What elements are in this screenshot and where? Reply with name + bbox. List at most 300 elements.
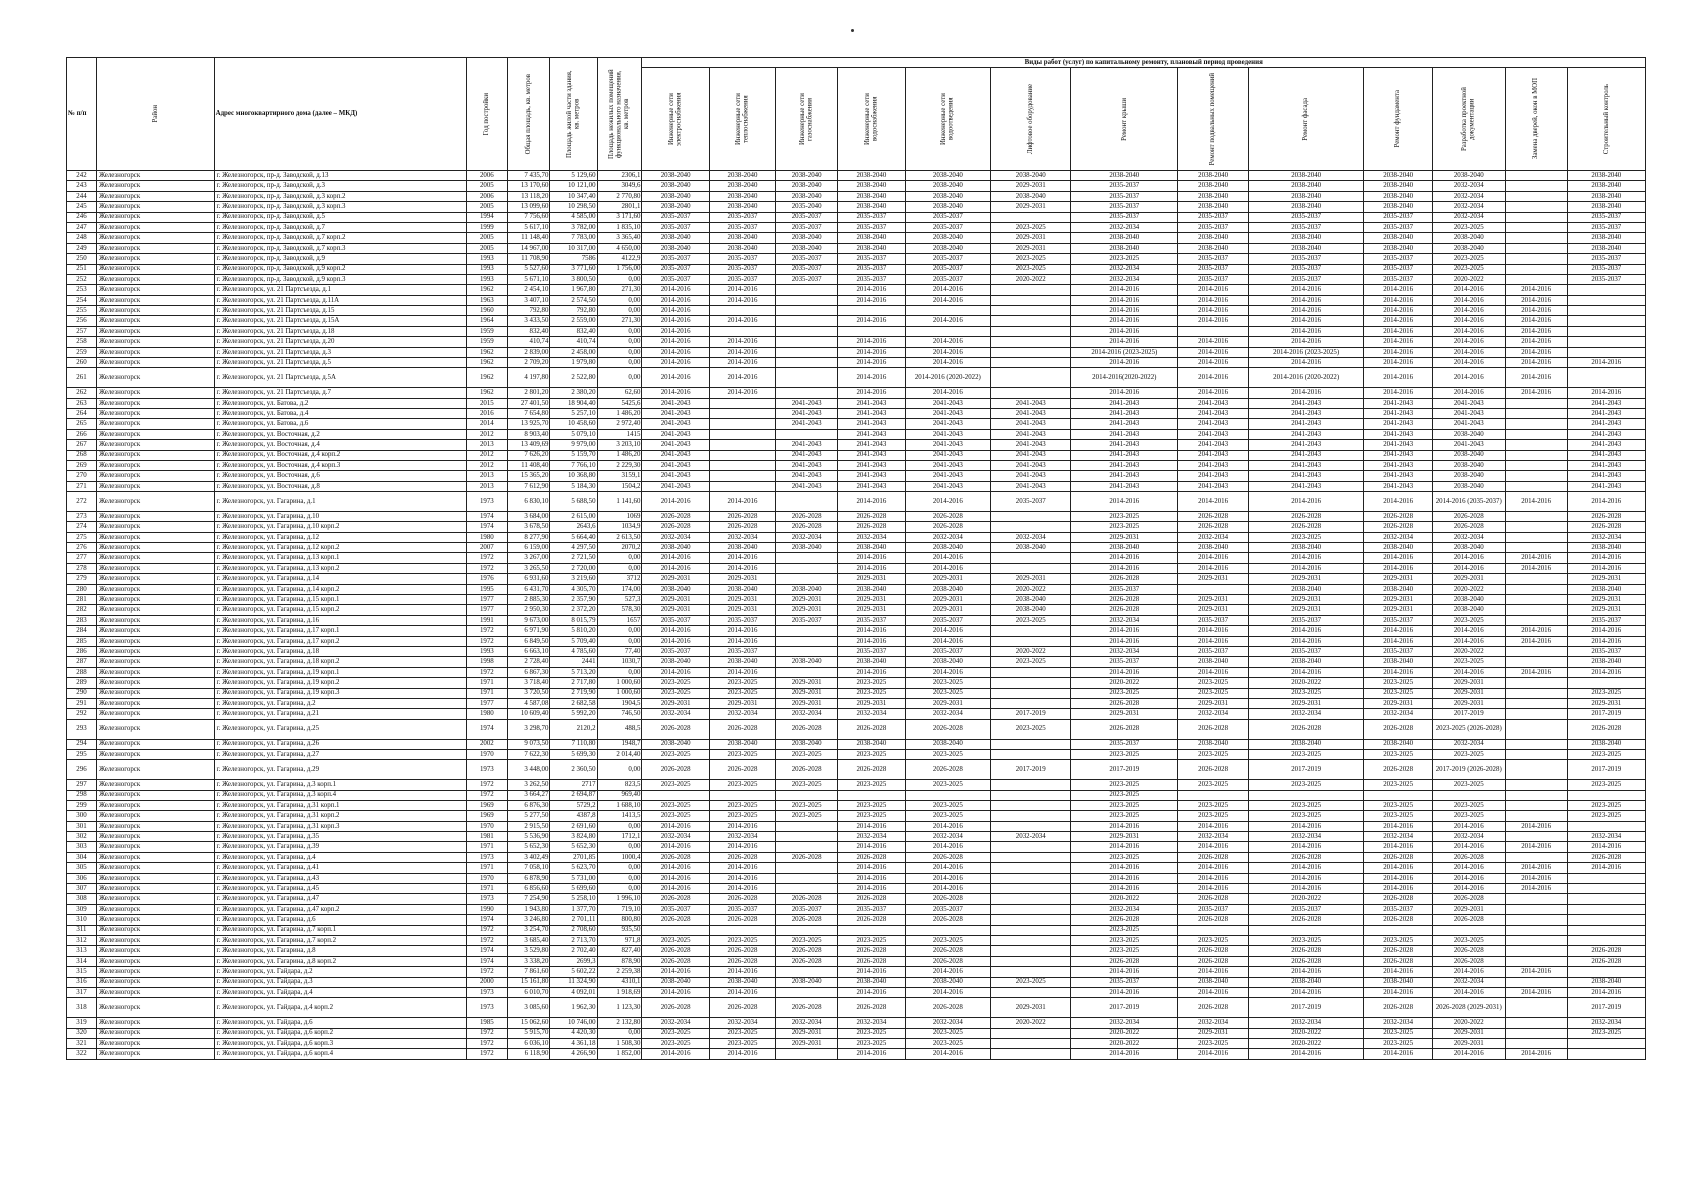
cell-work-roof: 2023-2025 bbox=[1071, 790, 1178, 800]
cell-year-built: 2013 bbox=[467, 471, 508, 481]
cell-year-built: 1970 bbox=[467, 749, 508, 759]
cell-year-built: 2000 bbox=[467, 977, 508, 987]
cell-work-sewage bbox=[905, 306, 991, 316]
cell-work-water: 2041-2043 bbox=[838, 460, 905, 470]
cell-work-elevator bbox=[991, 295, 1071, 305]
cell-work-electric bbox=[642, 925, 709, 935]
cell-living-area: 2701,85 bbox=[550, 852, 597, 862]
cell-work-facade: 2026-2028 bbox=[1248, 522, 1364, 532]
cell-work-supervision bbox=[1567, 884, 1645, 894]
cell-nonres-area: 1 996,10 bbox=[597, 894, 642, 904]
header-work-type-label: Ремонт фасада bbox=[1302, 97, 1310, 141]
cell-work-roof: 2014-2016 bbox=[1071, 967, 1178, 977]
cell-work-electric: 2041-2043 bbox=[642, 398, 709, 408]
cell-work-foundation: 2026-2028 bbox=[1364, 852, 1432, 862]
cell-work-basement: 2035-2037 bbox=[1178, 222, 1249, 232]
cell-year-built: 1977 bbox=[467, 698, 508, 708]
cell-work-supervision: 2023-2025 bbox=[1567, 800, 1645, 810]
cell-nonres-area: 2 972,40 bbox=[597, 419, 642, 429]
cell-work-basement: 2035-2037 bbox=[1178, 254, 1249, 264]
cell-work-design-docs: 2026-2028 bbox=[1432, 894, 1505, 904]
cell-work-electric: 2035-2037 bbox=[642, 647, 709, 657]
cell-work-roof: 2035-2037 bbox=[1071, 739, 1178, 749]
cell-work-facade: 2014-2016 bbox=[1248, 492, 1364, 512]
cell-work-roof: 2020-2022 bbox=[1071, 894, 1178, 904]
cell-work-foundation: 2014-2016 bbox=[1364, 863, 1432, 873]
cell-work-basement: 2014-2016 bbox=[1178, 967, 1249, 977]
cell-row-number: 296 bbox=[67, 760, 97, 780]
cell-nonres-area: 0,00 bbox=[597, 347, 642, 357]
cell-work-supervision: 2023-2025 bbox=[1567, 1028, 1645, 1038]
cell-address: г. Железногорск, ул. Гагарина, д.29 bbox=[214, 760, 466, 780]
cell-work-doors-windows bbox=[1505, 181, 1567, 191]
cell-work-roof: 2029-2031 bbox=[1071, 832, 1178, 842]
cell-work-roof: 2035-2037 bbox=[1071, 977, 1178, 987]
cell-nonres-area: 0,00 bbox=[597, 295, 642, 305]
cell-work-foundation: 2014-2016 bbox=[1364, 987, 1432, 997]
cell-work-supervision: 2041-2043 bbox=[1567, 481, 1645, 491]
header-work-type bbox=[1248, 68, 1364, 171]
cell-nonres-area: 2 229,30 bbox=[597, 460, 642, 470]
cell-work-design-docs: 2014-2016 bbox=[1432, 368, 1505, 388]
cell-work-supervision: 2038-2040 bbox=[1567, 977, 1645, 987]
cell-work-water: 2038-2040 bbox=[838, 171, 905, 181]
cell-district: Железногорск bbox=[96, 574, 214, 584]
cell-row-number: 262 bbox=[67, 388, 97, 398]
cell-work-gas: 2035-2037 bbox=[776, 264, 838, 274]
cell-work-doors-windows bbox=[1505, 925, 1567, 935]
cell-work-basement: 2023-2025 bbox=[1178, 800, 1249, 810]
cell-work-basement: 2023-2025 bbox=[1178, 935, 1249, 945]
cell-address: г. Железногорск, ул. Гагарина, д.15 корп.1 bbox=[214, 595, 466, 605]
cell-year-built: 1962 bbox=[467, 285, 508, 295]
cell-address: г. Железногорск, ул. Гагарина, д.31 корп.3 bbox=[214, 821, 466, 831]
cell-address: г. Железногорск, ул. Гагарина, д.25 bbox=[214, 719, 466, 739]
cell-living-area: 2 372,20 bbox=[550, 605, 597, 615]
cell-work-electric: 2026-2028 bbox=[642, 998, 709, 1018]
cell-work-doors-windows bbox=[1505, 811, 1567, 821]
table-row bbox=[67, 347, 1646, 357]
cell-nonres-area: 0,00 bbox=[597, 667, 642, 677]
cell-work-electric: 2035-2037 bbox=[642, 904, 709, 914]
cell-work-facade bbox=[1248, 790, 1364, 800]
cell-work-water: 2014-2016 bbox=[838, 967, 905, 977]
cell-work-elevator bbox=[991, 698, 1071, 708]
cell-nonres-area: 0,00 bbox=[597, 563, 642, 573]
cell-work-elevator bbox=[991, 563, 1071, 573]
cell-work-heating: 2023-2025 bbox=[709, 800, 775, 810]
cell-work-roof: 2032-2034 bbox=[1071, 1018, 1178, 1028]
cell-work-heating bbox=[709, 450, 775, 460]
cell-work-foundation: 2023-2025 bbox=[1364, 1038, 1432, 1048]
cell-address: г. Железногорск, ул. Гайдара, д.6 bbox=[214, 1018, 466, 1028]
cell-work-elevator: 2032-2034 bbox=[991, 532, 1071, 542]
cell-living-area: 4387,8 bbox=[550, 811, 597, 821]
cell-work-sewage: 2038-2040 bbox=[905, 543, 991, 553]
cell-district: Железногорск bbox=[96, 553, 214, 563]
cell-nonres-area: 1034,9 bbox=[597, 522, 642, 532]
cell-year-built: 1969 bbox=[467, 811, 508, 821]
cell-living-area: 5 699,60 bbox=[550, 884, 597, 894]
cell-work-basement: 2014-2016 bbox=[1178, 388, 1249, 398]
cell-work-electric: 2032-2034 bbox=[642, 1018, 709, 1028]
cell-work-roof: 2026-2028 bbox=[1071, 605, 1178, 615]
cell-work-supervision: 2014-2016 bbox=[1567, 563, 1645, 573]
cell-row-number: 280 bbox=[67, 584, 97, 594]
cell-work-facade: 2014-2016 bbox=[1248, 987, 1364, 997]
cell-work-roof: 2023-2025 bbox=[1071, 780, 1178, 790]
cell-address: г. Железногорск, ул. Восточная, д.4 корп.3 bbox=[214, 460, 466, 470]
cell-work-electric: 2014-2016 bbox=[642, 667, 709, 677]
cell-work-roof: 2014-2016 bbox=[1071, 553, 1178, 563]
cell-year-built: 1991 bbox=[467, 615, 508, 625]
cell-work-foundation: 2038-2040 bbox=[1364, 202, 1432, 212]
cell-year-built: 1962 bbox=[467, 368, 508, 388]
cell-year-built: 1998 bbox=[467, 657, 508, 667]
cell-nonres-area: 971,8 bbox=[597, 935, 642, 945]
cell-year-built: 1970 bbox=[467, 873, 508, 883]
cell-work-basement: 2038-2040 bbox=[1178, 181, 1249, 191]
cell-work-sewage bbox=[905, 790, 991, 800]
cell-work-doors-windows bbox=[1505, 233, 1567, 243]
cell-work-roof: 2029-2031 bbox=[1071, 532, 1178, 542]
cell-work-water: 2023-2025 bbox=[838, 1038, 905, 1048]
cell-work-water: 2029-2031 bbox=[838, 574, 905, 584]
cell-year-built: 1972 bbox=[467, 790, 508, 800]
cell-work-water: 2014-2016 bbox=[838, 1049, 905, 1059]
cell-work-elevator: 2041-2043 bbox=[991, 471, 1071, 481]
cell-work-electric: 2014-2016 bbox=[642, 821, 709, 831]
cell-work-design-docs: 2032-2034 bbox=[1432, 532, 1505, 542]
cell-work-facade: 2014-2016 bbox=[1248, 553, 1364, 563]
cell-work-roof: 2014-2016 bbox=[1071, 285, 1178, 295]
cell-work-sewage: 2026-2028 bbox=[905, 522, 991, 532]
cell-work-doors-windows bbox=[1505, 800, 1567, 810]
cell-work-foundation: 2041-2043 bbox=[1364, 481, 1432, 491]
cell-year-built: 2007 bbox=[467, 543, 508, 553]
cell-work-elevator: 2023-2025 bbox=[991, 254, 1071, 264]
cell-work-heating: 2014-2016 bbox=[709, 1049, 775, 1059]
cell-work-elevator bbox=[991, 678, 1071, 688]
cell-work-roof: 2023-2025 bbox=[1071, 852, 1178, 862]
cell-nonres-area: 746,50 bbox=[597, 709, 642, 719]
cell-work-design-docs: 2029-2031 bbox=[1432, 688, 1505, 698]
cell-nonres-area: 1 000,60 bbox=[597, 678, 642, 688]
cell-work-gas bbox=[776, 553, 838, 563]
cell-work-sewage: 2023-2025 bbox=[905, 688, 991, 698]
header-address: Адрес многоквартирного дома (далее – МКД) bbox=[214, 58, 466, 171]
cell-total-area: 6 663,10 bbox=[507, 647, 550, 657]
cell-district: Железногорск bbox=[96, 419, 214, 429]
cell-district: Железногорск bbox=[96, 842, 214, 852]
cell-work-gas bbox=[776, 863, 838, 873]
cell-work-electric: 2026-2028 bbox=[642, 522, 709, 532]
cell-year-built: 1972 bbox=[467, 1028, 508, 1038]
cell-work-facade: 2026-2028 bbox=[1248, 719, 1364, 739]
cell-row-number: 254 bbox=[67, 295, 97, 305]
cell-work-gas: 2035-2037 bbox=[776, 274, 838, 284]
cell-work-basement: 2014-2016 bbox=[1178, 306, 1249, 316]
cell-year-built: 1980 bbox=[467, 532, 508, 542]
cell-work-roof: 2041-2043 bbox=[1071, 398, 1178, 408]
cell-work-doors-windows bbox=[1505, 678, 1567, 688]
cell-work-water: 2032-2034 bbox=[838, 532, 905, 542]
cell-work-facade: 2014-2016 bbox=[1248, 388, 1364, 398]
cell-district: Железногорск bbox=[96, 832, 214, 842]
cell-work-sewage: 2014-2016 bbox=[905, 863, 991, 873]
cell-district: Железногорск bbox=[96, 647, 214, 657]
cell-total-area: 3 402,49 bbox=[507, 852, 550, 862]
cell-total-area: 792,80 bbox=[507, 306, 550, 316]
cell-work-elevator bbox=[991, 326, 1071, 336]
cell-nonres-area: 3 171,60 bbox=[597, 212, 642, 222]
cell-work-gas bbox=[776, 358, 838, 368]
cell-work-basement: 2032-2034 bbox=[1178, 709, 1249, 719]
cell-work-roof: 2014-2016 (2023-2025) bbox=[1071, 347, 1178, 357]
cell-nonres-area: 1413,5 bbox=[597, 811, 642, 821]
cell-work-gas: 2026-2028 bbox=[776, 915, 838, 925]
cell-nonres-area: 0,00 bbox=[597, 368, 642, 388]
table-row bbox=[67, 429, 1646, 439]
cell-work-gas: 2023-2025 bbox=[776, 780, 838, 790]
cell-work-facade: 2041-2043 bbox=[1248, 419, 1364, 429]
cell-total-area: 9 073,50 bbox=[507, 739, 550, 749]
cell-work-supervision: 2026-2028 bbox=[1567, 511, 1645, 521]
cell-work-electric: 2014-2016 bbox=[642, 1049, 709, 1059]
cell-work-gas bbox=[776, 316, 838, 326]
cell-work-gas bbox=[776, 574, 838, 584]
cell-work-heating: 2014-2016 bbox=[709, 842, 775, 852]
cell-work-gas bbox=[776, 285, 838, 295]
cell-work-foundation bbox=[1364, 925, 1432, 935]
cell-work-supervision bbox=[1567, 1049, 1645, 1059]
cell-work-supervision bbox=[1567, 873, 1645, 883]
cell-work-electric bbox=[642, 790, 709, 800]
cell-living-area: 3 782,00 bbox=[550, 222, 597, 232]
cell-work-design-docs: 2038-2040 bbox=[1432, 481, 1505, 491]
cell-nonres-area: 2070,2 bbox=[597, 543, 642, 553]
cell-work-heating: 2035-2037 bbox=[709, 647, 775, 657]
cell-work-water: 2023-2025 bbox=[838, 811, 905, 821]
cell-total-area: 2 839,00 bbox=[507, 347, 550, 357]
cell-row-number: 242 bbox=[67, 171, 97, 181]
cell-address: г. Железногорск, ул. Гагарина, д.18 корп.2 bbox=[214, 657, 466, 667]
cell-work-elevator bbox=[991, 749, 1071, 759]
header-work-type-label: Замена дверей, окон в МОП bbox=[1532, 78, 1540, 160]
cell-work-foundation: 2041-2043 bbox=[1364, 460, 1432, 470]
cell-district: Железногорск bbox=[96, 285, 214, 295]
cell-total-area: 6 971,90 bbox=[507, 626, 550, 636]
cell-work-heating: 2032-2034 bbox=[709, 1018, 775, 1028]
cell-work-foundation: 2023-2025 bbox=[1364, 678, 1432, 688]
cell-address: г. Железногорск, ул. Восточная, д.4 bbox=[214, 440, 466, 450]
cell-row-number: 308 bbox=[67, 894, 97, 904]
cell-district: Железногорск bbox=[96, 584, 214, 594]
cell-total-area: 2 728,40 bbox=[507, 657, 550, 667]
cell-work-basement: 2038-2040 bbox=[1178, 543, 1249, 553]
cell-work-facade: 2014-2016 bbox=[1248, 842, 1364, 852]
cell-work-heating: 2014-2016 bbox=[709, 347, 775, 357]
cell-work-roof: 2020-2022 bbox=[1071, 1038, 1178, 1048]
cell-work-supervision: 2014-2016 bbox=[1567, 636, 1645, 646]
cell-work-doors-windows bbox=[1505, 1018, 1567, 1028]
cell-year-built: 2012 bbox=[467, 429, 508, 439]
cell-nonres-area: 1657 bbox=[597, 615, 642, 625]
cell-row-number: 271 bbox=[67, 481, 97, 491]
cell-living-area: 4 266,90 bbox=[550, 1049, 597, 1059]
cell-address: г. Железногорск, пр-д. Заводской, д.7 корп.3 bbox=[214, 243, 466, 253]
cell-work-supervision: 2032-2034 bbox=[1567, 832, 1645, 842]
cell-district: Железногорск bbox=[96, 409, 214, 419]
cell-work-design-docs: 2029-2031 bbox=[1432, 1038, 1505, 1048]
cell-address: г. Железногорск, ул. 21 Партсъезда, д.18 bbox=[214, 326, 466, 336]
cell-district: Железногорск bbox=[96, 181, 214, 191]
cell-work-gas: 2023-2025 bbox=[776, 811, 838, 821]
cell-work-design-docs: 2038-2040 bbox=[1432, 429, 1505, 439]
cell-work-doors-windows bbox=[1505, 998, 1567, 1018]
cell-work-foundation: 2038-2040 bbox=[1364, 657, 1432, 667]
cell-work-design-docs: 2029-2031 bbox=[1432, 904, 1505, 914]
cell-work-elevator: 2041-2043 bbox=[991, 409, 1071, 419]
table-row bbox=[67, 419, 1646, 429]
cell-work-roof: 2020-2022 bbox=[1071, 678, 1178, 688]
header-total-area bbox=[507, 58, 550, 171]
cell-total-area: 6 010,70 bbox=[507, 987, 550, 997]
cell-work-water: 2038-2040 bbox=[838, 977, 905, 987]
cell-living-area: 5729,2 bbox=[550, 800, 597, 810]
cell-work-elevator bbox=[991, 925, 1071, 935]
cell-address: г. Железногорск, пр-д. Заводской, д.9 корп.3 bbox=[214, 274, 466, 284]
cell-total-area: 13 118,20 bbox=[507, 191, 550, 201]
cell-row-number: 297 bbox=[67, 780, 97, 790]
cell-row-number: 265 bbox=[67, 419, 97, 429]
cell-row-number: 252 bbox=[67, 274, 97, 284]
cell-year-built: 1999 bbox=[467, 222, 508, 232]
cell-work-basement: 2038-2040 bbox=[1178, 657, 1249, 667]
cell-work-elevator: 2023-2025 bbox=[991, 657, 1071, 667]
cell-row-number: 322 bbox=[67, 1049, 97, 1059]
cell-work-basement: 2026-2028 bbox=[1178, 511, 1249, 521]
cell-work-sewage: 2035-2037 bbox=[905, 274, 991, 284]
cell-row-number: 274 bbox=[67, 522, 97, 532]
header-work-type-label: Инженерные сети водоотведения bbox=[940, 93, 955, 145]
scan-speck bbox=[851, 29, 854, 32]
table-row bbox=[67, 636, 1646, 646]
cell-living-area: 2 702,40 bbox=[550, 946, 597, 956]
cell-living-area: 2643,6 bbox=[550, 522, 597, 532]
cell-address: г. Железногорск, ул. Гагарина, д.27 bbox=[214, 749, 466, 759]
cell-district: Железногорск bbox=[96, 563, 214, 573]
cell-work-sewage: 2041-2043 bbox=[905, 409, 991, 419]
cell-work-supervision: 2026-2028 bbox=[1567, 719, 1645, 739]
cell-district: Железногорск bbox=[96, 264, 214, 274]
cell-work-roof: 2014-2016 bbox=[1071, 316, 1178, 326]
cell-work-design-docs: 2038-2040 bbox=[1432, 450, 1505, 460]
cell-total-area: 7 254,90 bbox=[507, 894, 550, 904]
cell-row-number: 304 bbox=[67, 852, 97, 862]
cell-work-foundation: 2014-2016 bbox=[1364, 1049, 1432, 1059]
cell-work-foundation: 2014-2016 bbox=[1364, 553, 1432, 563]
cell-living-area: 5 709,40 bbox=[550, 636, 597, 646]
cell-work-sewage: 2026-2028 bbox=[905, 719, 991, 739]
cell-work-elevator bbox=[991, 368, 1071, 388]
cell-work-doors-windows bbox=[1505, 243, 1567, 253]
cell-work-water: 2014-2016 bbox=[838, 368, 905, 388]
cell-work-elevator bbox=[991, 780, 1071, 790]
cell-work-basement: 2014-2016 bbox=[1178, 563, 1249, 573]
cell-row-number: 293 bbox=[67, 719, 97, 739]
cell-work-heating: 2014-2016 bbox=[709, 863, 775, 873]
cell-work-doors-windows: 2014-2016 bbox=[1505, 326, 1567, 336]
cell-work-elevator: 2038-2040 bbox=[991, 171, 1071, 181]
cell-address: г. Железногорск, ул. Гагарина, д.1 bbox=[214, 492, 466, 512]
cell-address: г. Железногорск, ул. 21 Партсъезда, д.7 bbox=[214, 388, 466, 398]
cell-work-electric: 2038-2040 bbox=[642, 233, 709, 243]
cell-work-basement: 2023-2025 bbox=[1178, 1038, 1249, 1048]
cell-work-design-docs: 2032-2034 bbox=[1432, 181, 1505, 191]
cell-total-area: 6 118,90 bbox=[507, 1049, 550, 1059]
header-work-type bbox=[905, 68, 991, 171]
cell-work-doors-windows bbox=[1505, 1038, 1567, 1048]
table-row bbox=[67, 306, 1646, 316]
cell-work-sewage: 2014-2016 bbox=[905, 553, 991, 563]
cell-work-elevator bbox=[991, 688, 1071, 698]
table-row bbox=[67, 492, 1646, 512]
cell-total-area: 7 861,60 bbox=[507, 967, 550, 977]
cell-work-doors-windows: 2014-2016 bbox=[1505, 873, 1567, 883]
cell-work-elevator bbox=[991, 667, 1071, 677]
cell-work-design-docs: 2023-2025 bbox=[1432, 254, 1505, 264]
cell-living-area: 7586 bbox=[550, 254, 597, 264]
cell-work-elevator: 2035-2037 bbox=[991, 492, 1071, 512]
cell-work-supervision: 2038-2040 bbox=[1567, 181, 1645, 191]
cell-district: Железногорск bbox=[96, 222, 214, 232]
cell-work-facade: 2038-2040 bbox=[1248, 739, 1364, 749]
cell-district: Железногорск bbox=[96, 678, 214, 688]
cell-row-number: 286 bbox=[67, 647, 97, 657]
cell-address: г. Железногорск, ул. Гагарина, д.13 корп.2 bbox=[214, 563, 466, 573]
cell-work-basement: 2041-2043 bbox=[1178, 409, 1249, 419]
table-row bbox=[67, 543, 1646, 553]
cell-address: г. Железногорск, пр-д. Заводской, д.9 корп.2 bbox=[214, 264, 466, 274]
table-row bbox=[67, 243, 1646, 253]
cell-work-electric: 2035-2037 bbox=[642, 264, 709, 274]
cell-work-heating: 2014-2016 bbox=[709, 368, 775, 388]
cell-address: г. Железногорск, ул. Гагарина, д.39 bbox=[214, 842, 466, 852]
cell-work-gas: 2023-2025 bbox=[776, 749, 838, 759]
cell-work-elevator bbox=[991, 306, 1071, 316]
cell-work-gas bbox=[776, 326, 838, 336]
cell-work-doors-windows: 2014-2016 bbox=[1505, 863, 1567, 873]
cell-work-doors-windows bbox=[1505, 894, 1567, 904]
cell-work-facade: 2041-2043 bbox=[1248, 398, 1364, 408]
cell-work-doors-windows: 2014-2016 bbox=[1505, 388, 1567, 398]
cell-row-number: 246 bbox=[67, 212, 97, 222]
cell-work-electric: 2038-2040 bbox=[642, 584, 709, 594]
cell-work-foundation: 2014-2016 bbox=[1364, 626, 1432, 636]
cell-row-number: 258 bbox=[67, 337, 97, 347]
cell-row-number: 315 bbox=[67, 967, 97, 977]
cell-work-foundation: 2035-2037 bbox=[1364, 615, 1432, 625]
cell-work-facade: 2014-2016 bbox=[1248, 1049, 1364, 1059]
cell-work-gas: 2026-2028 bbox=[776, 852, 838, 862]
cell-work-sewage: 2038-2040 bbox=[905, 171, 991, 181]
table-row bbox=[67, 460, 1646, 470]
cell-district: Железногорск bbox=[96, 873, 214, 883]
cell-year-built: 1974 bbox=[467, 946, 508, 956]
cell-work-facade: 2038-2040 bbox=[1248, 543, 1364, 553]
cell-work-facade: 2014-2016 bbox=[1248, 326, 1364, 336]
